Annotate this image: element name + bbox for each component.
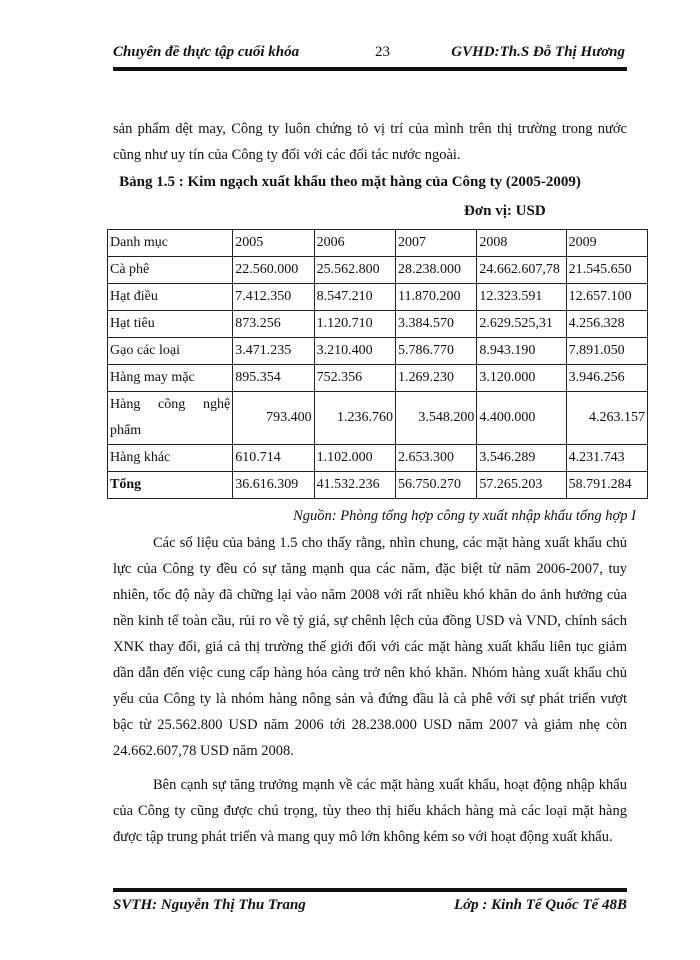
table-cell: 4.256.328: [566, 311, 647, 338]
table-cell: 57.265.203: [477, 472, 566, 499]
table-cell: 752.356: [314, 365, 395, 392]
table-cell: 8.547.210: [314, 284, 395, 311]
header-cell: 2006: [314, 230, 395, 257]
table-cell: 3.471.235: [233, 338, 314, 365]
table-cell: 2.653.300: [395, 445, 476, 472]
header-rule: [113, 67, 627, 71]
intro-text: sản phẩm dệt may, Công ty luôn chứng tỏ vị trí của mình trên thị trường trong nước cũng như uy tín của Công ty đối với các đối tác nước ngoài.: [113, 121, 627, 163]
footer-class: Lớp : Kinh Tế Quốc Tế 48B: [453, 897, 627, 913]
header-cell: 2007: [395, 230, 476, 257]
header-supervisor: GVHD:Th.S Đỗ Thị Hương: [451, 44, 625, 60]
table-cell: 793.400: [233, 392, 314, 445]
row-label: Cà phê: [108, 257, 233, 284]
table-row: [108, 257, 648, 284]
header-document-title: Chuyên đề thực tập cuối khóa: [113, 44, 300, 60]
table-cell: 36.616.309: [233, 472, 314, 499]
table-cell: 3.120.000: [477, 365, 566, 392]
table-cell: 24.662.607,78: [477, 257, 566, 284]
header-cell: 2005: [233, 230, 314, 257]
row-label: Gạo các loại: [108, 338, 233, 365]
table-cell: 2.629.525,31: [477, 311, 566, 338]
row-label: Hạt tiêu: [108, 311, 233, 338]
table-cell: 21.545.650: [566, 257, 647, 284]
row-label: Hạt điều: [108, 284, 233, 311]
table-row: [108, 338, 648, 365]
table-cell: 1.236.760: [314, 392, 395, 445]
header-cell: 2009: [566, 230, 647, 257]
table-cell: 895.354: [233, 365, 314, 392]
table-cell: 3.548.200: [395, 392, 476, 445]
table-cell: 3.384.570: [395, 311, 476, 338]
body-paragraph: Bên cạnh sự tăng trưởng mạnh về các mặt hàng xuất khẩu, hoạt động nhập khẩu của Công ty cũng được chú trọng, tùy theo thị hiếu khách hàng mà các loại mặt hàng được tập trung phát triển và mang quy mô lớn không kém so với hoạt động xuất khẩu.: [113, 777, 627, 845]
table-cell: 1.120.710: [314, 311, 395, 338]
header-cell: 2008: [477, 230, 566, 257]
table-row: [108, 445, 648, 472]
table-cell: 873.256: [233, 311, 314, 338]
table-cell: 8.943.190: [477, 338, 566, 365]
export-table: [107, 229, 648, 499]
table-cell: 7.412.350: [233, 284, 314, 311]
table-cell: 22.560.000: [233, 257, 314, 284]
table-total-row: [108, 472, 648, 499]
table-cell: 12.657.100: [566, 284, 647, 311]
table-cell: 4.231.743: [566, 445, 647, 472]
table-row: [108, 392, 648, 445]
row-label: Hàng may mặc: [108, 365, 233, 392]
table-cell: 25.562.800: [314, 257, 395, 284]
row-label: Hàng công nghệ phẩm: [108, 392, 233, 445]
footer-rule: [113, 888, 627, 892]
table-cell: 3.546.289: [477, 445, 566, 472]
table-row: [108, 311, 648, 338]
table-source: Nguồn: Phòng tổng hợp công ty xuất nhập khẩu tổng hợp I: [293, 508, 636, 524]
page-footer: [113, 897, 627, 914]
table-cell: 41.532.236: [314, 472, 395, 499]
table-unit: Đơn vị: USD: [464, 203, 546, 219]
table-row: [108, 284, 648, 311]
table-cell: 3.210.400: [314, 338, 395, 365]
table-cell: 12.323.591: [477, 284, 566, 311]
body-paragraph: Các số liệu của bảng 1.5 cho thấy rằng, nhìn chung, các mặt hàng xuất khẩu chủ lực của Công ty đều có sự tăng mạnh qua các năm, đặc biệt từ năm 2006-2007, tuy nhiên, tốc độ này đã chững lại vào năm 2008 với rất nhiều khó khăn do ảnh hưởng của nền kinh tế toàn cầu, rủi ro về tỷ giá, sự chênh lệch của đồng USD và VND, chính sách XNK thay đổi, giá cả thị trường thế giới đối với các mặt hàng xuất khẩu liên tục giảm dần dẫn đến việc cung cấp hàng hóa càng trở nên khó khăn. Nhóm hàng xuất khẩu chủ yếu của Công ty là nhóm hàng nông sản và đứng đầu là cà phê với sự phát triển vượt bậc từ 25.562.800 USD năm 2006 tới 28.238.000 USD năm 2007 và giảm nhẹ còn 24.662.607,78 USD năm 2008.: [113, 535, 627, 759]
table-cell: 5.786.770: [395, 338, 476, 365]
table-cell: 11.870.200: [395, 284, 476, 311]
table-cell: 58.791.284: [566, 472, 647, 499]
header-cell: Danh mục: [108, 230, 233, 257]
body-text: [113, 530, 627, 858]
table-cell: 1.269.230: [395, 365, 476, 392]
table-cell: 28.238.000: [395, 257, 476, 284]
row-label: Tổng: [108, 472, 233, 499]
table-cell: 4.400.000: [477, 392, 566, 445]
table-caption: Bảng 1.5 : Kim ngạch xuất khẩu theo mặt hàng của Công ty (2005-2009): [119, 174, 581, 190]
row-label: Hàng khác: [108, 445, 233, 472]
table-cell: 610.714: [233, 445, 314, 472]
table-cell: 3.946.256: [566, 365, 647, 392]
table-row: [108, 365, 648, 392]
table-cell: 1.102.000: [314, 445, 395, 472]
intro-paragraph: [113, 116, 627, 168]
footer-student: SVTH: Nguyễn Thị Thu Trang: [113, 897, 306, 913]
page-number: 23: [375, 44, 390, 60]
table-cell: 56.750.270: [395, 472, 476, 499]
table-cell: 4.263.157: [566, 392, 647, 445]
table-header-row: [108, 230, 648, 257]
table-cell: 7.891.050: [566, 338, 647, 365]
page-header: [113, 42, 625, 66]
